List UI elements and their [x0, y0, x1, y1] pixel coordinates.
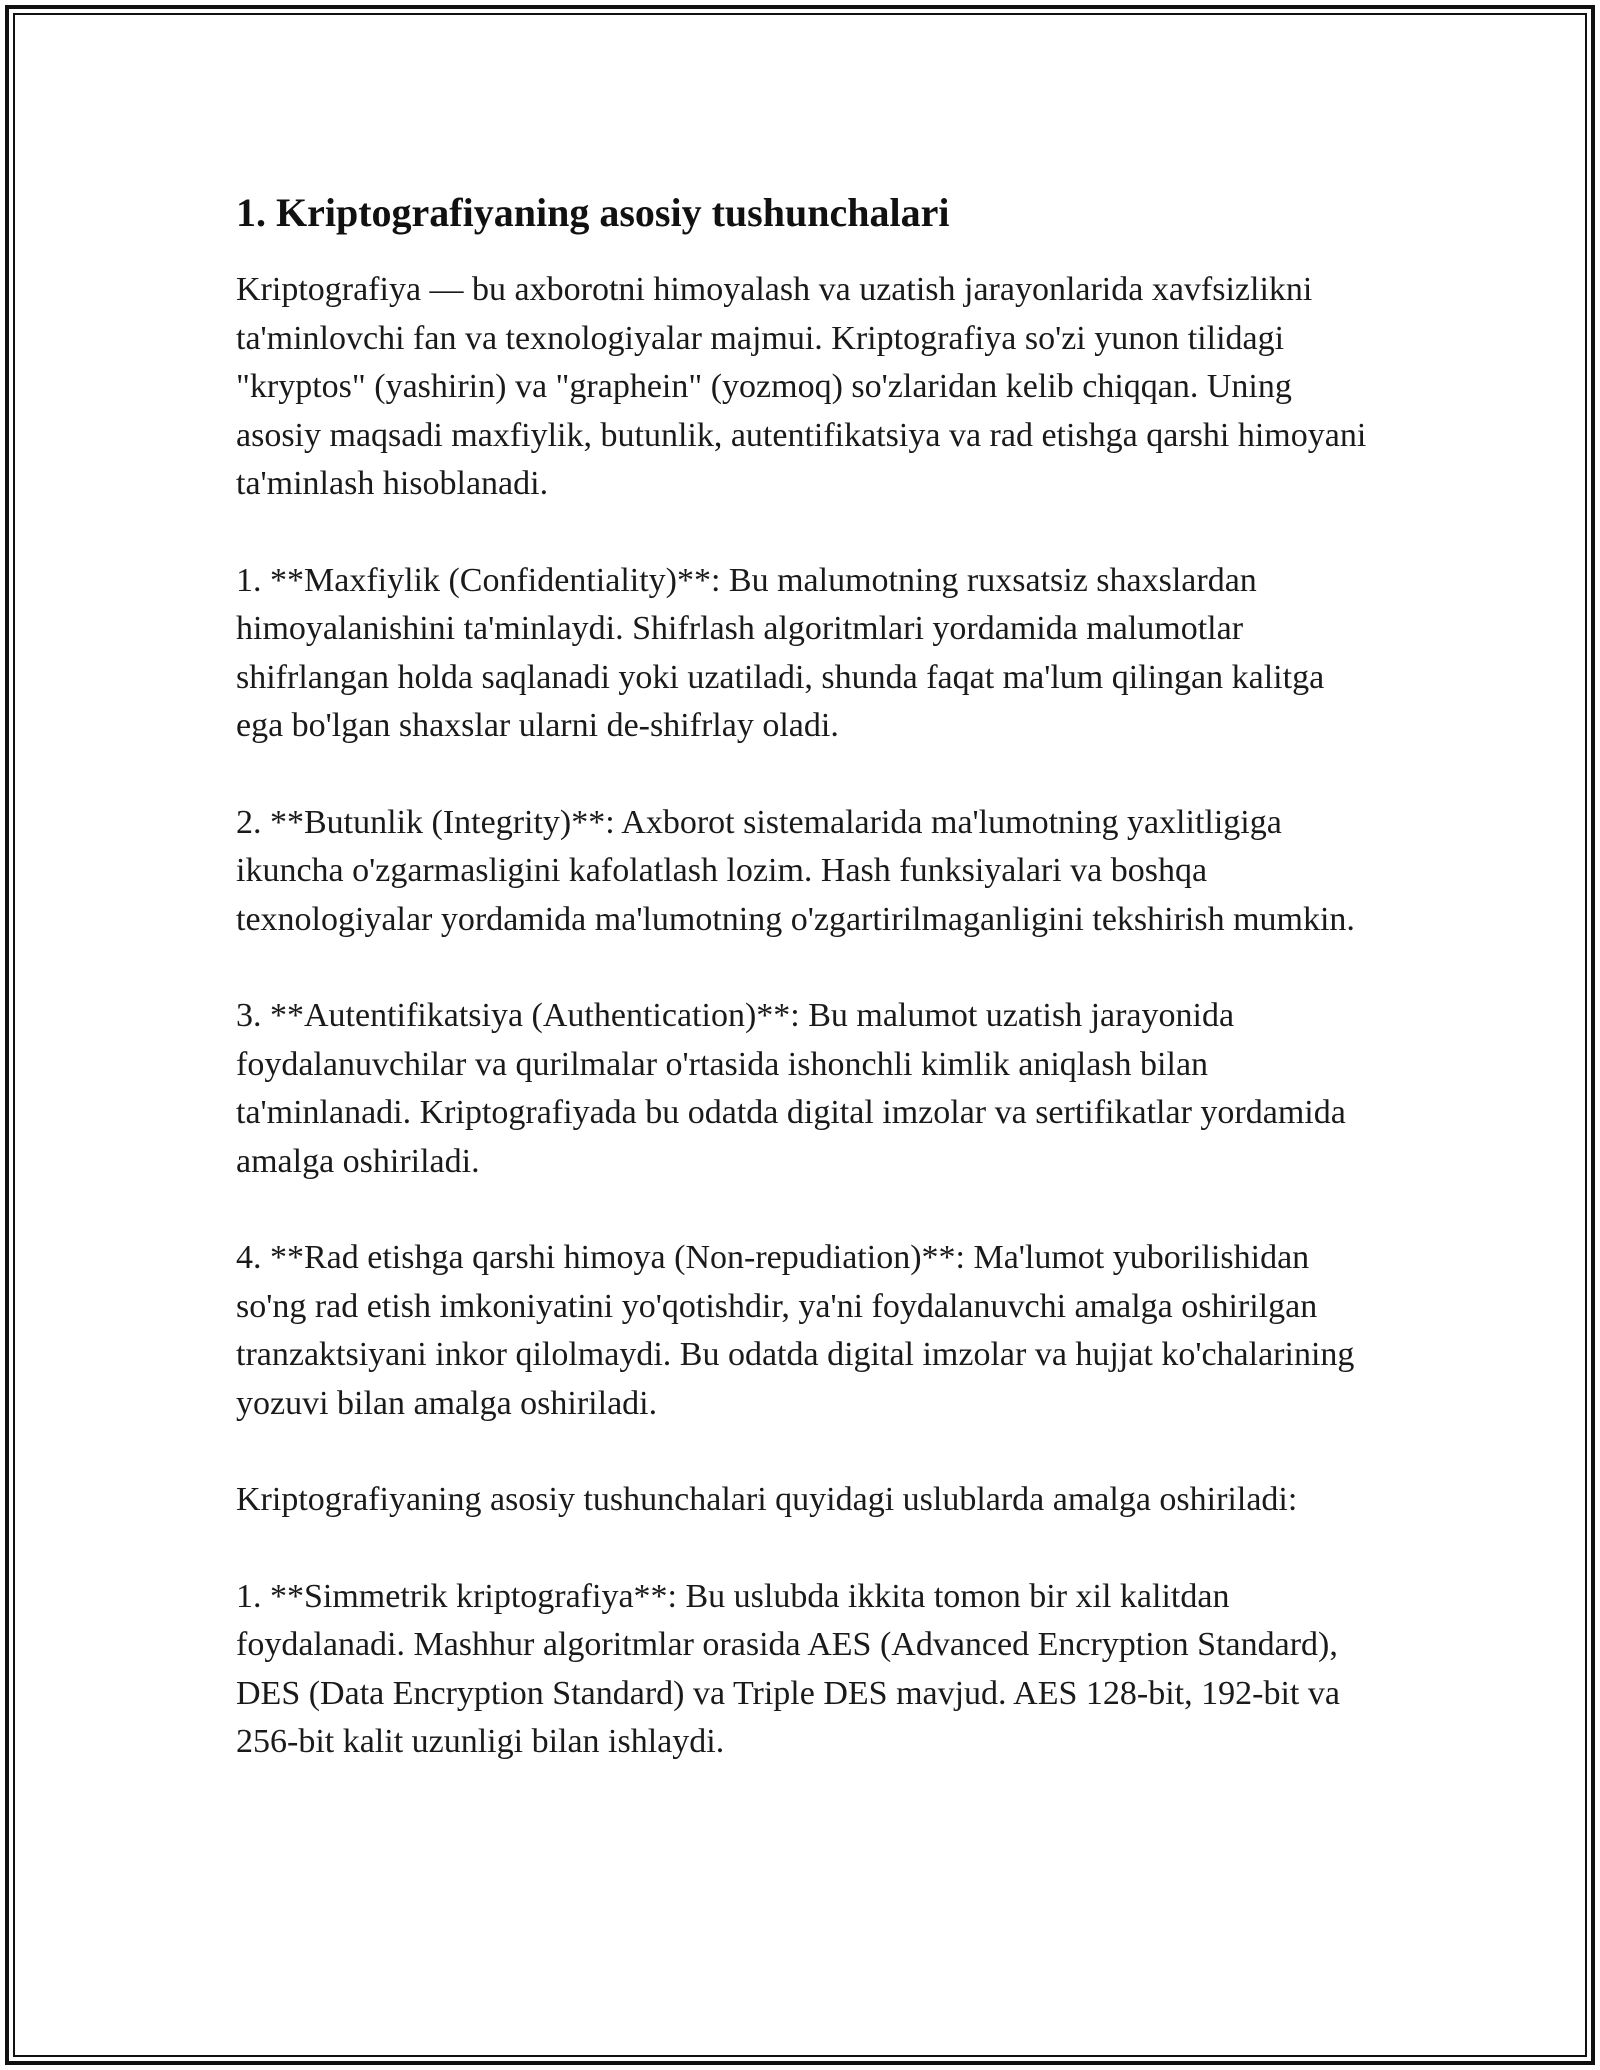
document-body: [236, 186, 1376, 1815]
methods-intro-paragraph: Kriptografiyaning asosiy tushunchalari quyidagi uslublarda amalga oshiriladi:: [236, 1481, 1298, 1518]
document-title: 1. Kriptografiyaning asosiy tushunchalari: [236, 190, 950, 235]
confidentiality-paragraph: 1. **Maxfiylik (Confidentiality)**: Bu malumotning ruxsatsiz shaxslardan himoyalanishini ta'minlaydi. Shifrlash algoritmlari yordamida malumotlar shifrlangan holda saqlanadi yoki uzatiladi, shunda faqat ma'lum qilingan kalitga ega bo'lgan shaxslar ularni de-shifrlay oladi.: [236, 561, 1325, 744]
authentication-paragraph: 3. **Autentifikatsiya (Authentication)**: Bu malumot uzatish jarayonida foydalanuvchilar va qurilmalar o'rtasida ishonchli kimlik aniqlash bilan ta'minlanadi. Kriptografiyada bu odatda digital imzolar va sertifikatlar yordamida amalga oshiriladi.: [236, 997, 1346, 1180]
integrity-paragraph: 2. **Butunlik (Integrity)**: Axborot sistemalarida ma'lumotning yaxlitligiga ikuncha o'zgarmasligini kafolatlash lozim. Hash funksiyalari va boshqa texnologiyalar yordamida ma'lumotning o'zgartirilmaganligini tekshirish mumkin.: [236, 803, 1355, 938]
intro-paragraph: Kriptografiya — bu axborotni himoyalash va uzatish jarayonlarida xavfsizlikni ta'minlovchi fan va texnologiyalar majmui. Kriptografiya so'zi yunon tilidagi "kryptos" (yashirin) va "graphein" (yozmoq) so'zlaridan kelib chiqqan. Uning asosiy maqsadi maxfiylik, butunlik, autentifikatsiya va rad etishga qarshi himoyani ta'minlash hisoblanadi.: [236, 271, 1367, 502]
symmetric-crypto-paragraph: 1. **Simmetrik kriptografiya**: Bu uslubda ikkita tomon bir xil kalitdan foydalanadi. Mashhur algoritmlar orasida AES (Advanced Encryption Standard), DES (Data Encryption Standard) va Triple DES mavjud. AES 128-bit, 192-bit va 256-bit kalit uzunligi bilan ishlaydi.: [236, 1577, 1340, 1760]
non-repudiation-paragraph: 4. **Rad etishga qarshi himoya (Non-repudiation)**: Ma'lumot yuborilishidan so'ng rad etish imkoniyatini yo'qotishdir, ya'ni foydalanuvchi amalga oshirilgan tranzaktsiyani inkor qilolmaydi. Bu odatda digital imzolar va hujjat ko'chalarining yozuvi bilan amalga oshiriladi.: [236, 1239, 1355, 1422]
